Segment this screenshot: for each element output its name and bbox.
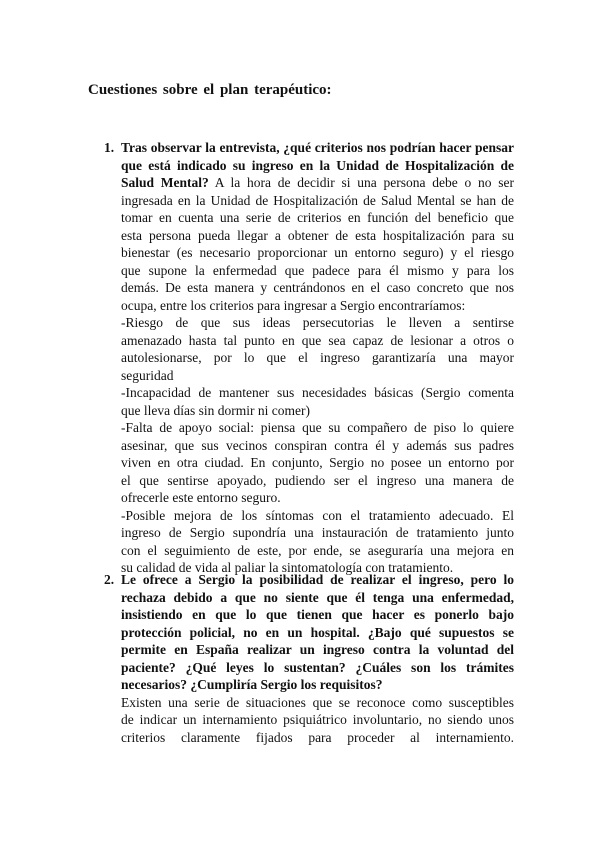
text-line bbox=[121, 244, 514, 262]
paragraph bbox=[121, 139, 514, 314]
text-line bbox=[121, 209, 514, 227]
answer-text: autolesionarse, por lo que el ingreso garantizaría una mayor bbox=[121, 350, 514, 365]
answer-text: ocupa, entre los criterios para ingresar a Sergio encontraríamos: bbox=[121, 297, 466, 313]
answer-text: viven en otra ciudad. En conjunto, Sergio no posee un entorno por bbox=[121, 455, 514, 470]
text-line bbox=[121, 694, 514, 712]
question-text: protección policial, no en un hospital. ¿Bajo qué supuestos se bbox=[121, 624, 514, 640]
question-text: Tras observar la entrevista, ¿qué criterios nos podrían hacer pensar bbox=[121, 140, 514, 155]
text-line bbox=[121, 437, 514, 455]
text-line bbox=[121, 524, 514, 542]
text-line bbox=[121, 489, 514, 507]
text-line bbox=[121, 349, 514, 367]
answer-text: su calidad de vida al paliar la sintomatología con tratamiento. bbox=[121, 560, 454, 575]
question-text: que está indicado su ingreso en la Unidad de Hospitalización de bbox=[121, 157, 514, 173]
text-line bbox=[121, 279, 514, 297]
answer-text: seguridad bbox=[121, 367, 174, 383]
item-number: 2. bbox=[104, 572, 115, 587]
answer-text: que lleva días sin dormir ni comer) bbox=[121, 402, 310, 418]
text-line bbox=[121, 472, 514, 490]
text-line bbox=[121, 676, 514, 694]
answer-text: tomar en cuenta una serie de criterios en función del beneficio que bbox=[121, 210, 514, 225]
text-line bbox=[121, 384, 514, 402]
text-line bbox=[121, 542, 514, 560]
section-title: Cuestiones sobre el plan terapéutico: bbox=[88, 82, 332, 98]
text-line bbox=[121, 571, 514, 589]
text-line bbox=[121, 624, 514, 642]
answer-text: ingreso de Sergio supondría una instauración de tratamiento junto bbox=[121, 525, 514, 540]
item-body bbox=[121, 571, 514, 746]
text-line bbox=[121, 332, 514, 350]
text-line bbox=[121, 659, 514, 677]
question-text: insistiendo en que lo que tienen que hacer es ponerlo bajo bbox=[121, 607, 514, 622]
answer-text: asesinar, que sus vecinos conspiran contra él y además sus padres bbox=[121, 437, 514, 453]
text-line bbox=[121, 589, 514, 607]
text-line bbox=[121, 419, 514, 437]
answer-text: -Falta de apoyo social: piensa que su compañero de piso lo quiere bbox=[121, 420, 514, 435]
text-line bbox=[121, 174, 514, 192]
answer-text: con el seguimiento de este, por ende, se aseguraría una mejora en bbox=[121, 542, 514, 558]
answer-text: A la hora de decidir si una persona debe o no ser bbox=[208, 175, 515, 190]
text-line bbox=[121, 729, 514, 747]
question-text: necesarios? ¿Cumpliría Sergio los requisitos? bbox=[121, 677, 383, 692]
answer-text: esta persona pueda llegar a obtener de esta hospitalización para su bbox=[121, 227, 514, 243]
answer-text: criterios claramente fijados para proceder al internamiento. bbox=[121, 729, 514, 745]
item-body bbox=[121, 139, 514, 577]
paragraph bbox=[121, 507, 514, 577]
answer-text: demás. De esta manera y centrándonos en el caso concreto que nos bbox=[121, 280, 514, 295]
answer-text: -Posible mejora de los síntomas con el tratamiento adecuado. El bbox=[121, 507, 514, 523]
text-line bbox=[121, 641, 514, 659]
answer-text: -Riesgo de que sus ideas persecutorias le lleven a sentirse bbox=[121, 315, 514, 330]
answer-text: de indicar un internamiento psiquiátrico involuntario, no siendo unos bbox=[121, 712, 514, 727]
text-line bbox=[121, 367, 514, 385]
paragraph bbox=[121, 384, 514, 419]
text-line bbox=[121, 227, 514, 245]
text-line bbox=[121, 262, 514, 280]
answer-text: amenazado hasta tal punto en que sea capaz de lesionar a otros o bbox=[121, 332, 514, 348]
text-line bbox=[121, 139, 514, 157]
paragraph bbox=[121, 419, 514, 507]
answer-text: -Incapacidad de mantener sus necesidades básicas (Sergio comenta bbox=[121, 385, 514, 400]
text-line bbox=[121, 314, 514, 332]
text-line bbox=[121, 157, 514, 175]
text-line bbox=[121, 297, 514, 315]
text-line bbox=[121, 192, 514, 210]
question-text: permite en España realizar un ingreso contra la voluntad del bbox=[121, 642, 514, 657]
question-text: Le ofrece a Sergio la posibilidad de realizar el ingreso, pero lo bbox=[121, 572, 514, 587]
text-line bbox=[121, 606, 514, 624]
answer-text: bienestar (es necesario proporcionar un entorno seguro) y el riesgo bbox=[121, 245, 514, 260]
question-text: paciente? ¿Qué leyes lo sustentan? ¿Cuáles son los trámites bbox=[121, 659, 514, 675]
text-line bbox=[121, 454, 514, 472]
text-line bbox=[121, 507, 514, 525]
answer-text: Existen una serie de situaciones que se reconoce como susceptibles bbox=[121, 694, 514, 710]
answer-text: ofrecerle este entorno seguro. bbox=[121, 490, 281, 505]
answer-text: el que sentirse apoyado, pudiendo ser el ingreso una manera de bbox=[121, 472, 514, 488]
answer-text: que supone la enfermedad que padece para él mismo y para los bbox=[121, 262, 514, 278]
answer-text: ingresada en la Unidad de Hospitalización de Salud Mental se han de bbox=[121, 192, 514, 208]
item-number: 1. bbox=[104, 140, 115, 155]
question-text: Salud Mental? bbox=[121, 175, 209, 190]
paragraph bbox=[121, 314, 514, 384]
paragraph bbox=[121, 694, 514, 747]
paragraph bbox=[121, 571, 514, 694]
question-text: rechaza debido a que no siente que él tenga una enfermedad, bbox=[121, 589, 514, 605]
text-line bbox=[121, 711, 514, 729]
text-line bbox=[121, 402, 514, 420]
